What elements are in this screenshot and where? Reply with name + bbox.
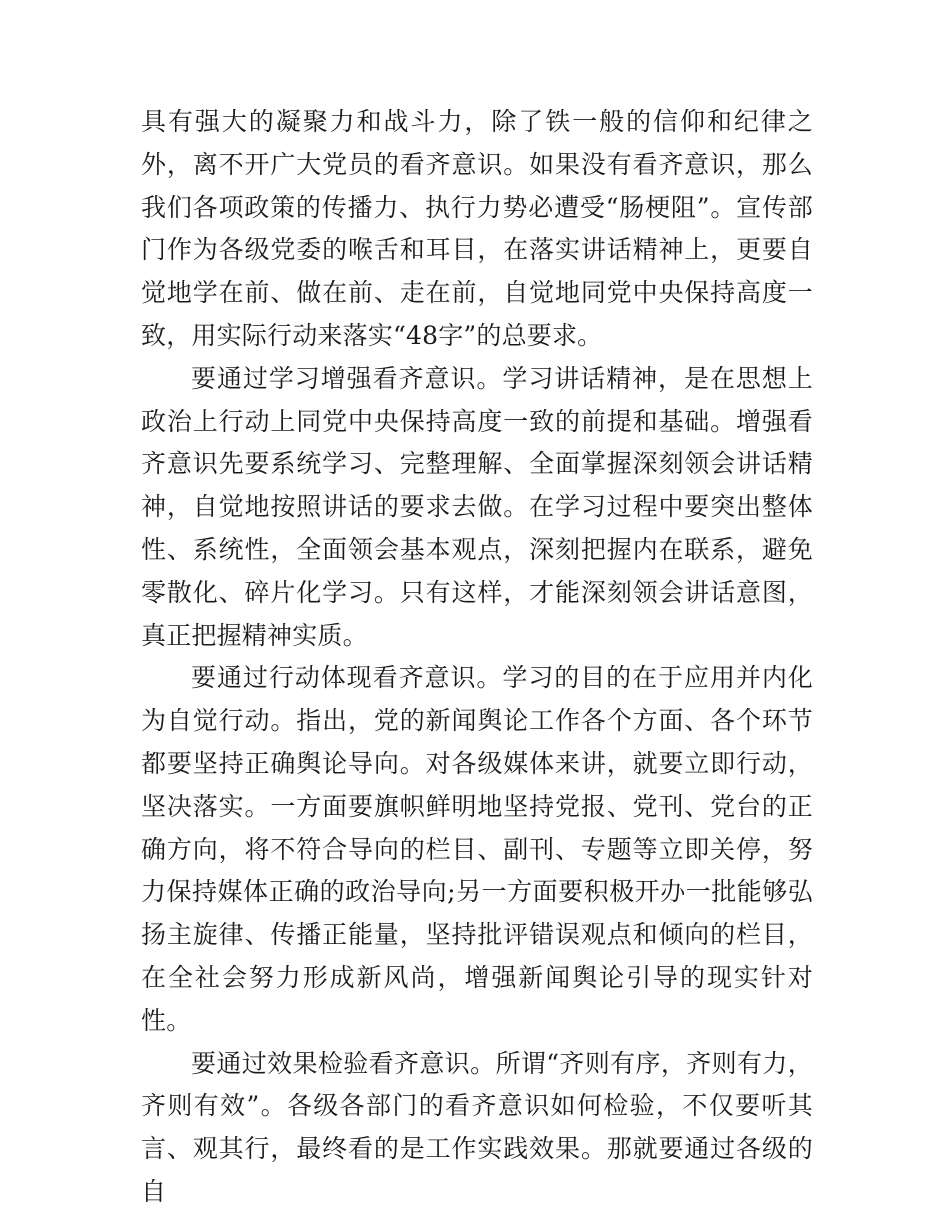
paragraph-3: 要通过行动体现看齐意识。学习的目的在于应用并内化为自觉行动。指出，党的新闻舆论工作各个方面、各个环节都要坚持正确舆论导向。对各级媒体来讲，就要立即行动，坚决落实。一方面要旗帜鲜明地坚持党报、党刊、党台的正确方向，将不符合导向的栏目、副刊、专题等立即关停，努力保持媒体正确的政治导向;另一方面要积极开办一批能够弘扬主旋律、传播正能量，坚持批评错误观点和倾向的栏目，在全社会努力形成新风尚，增强新闻舆论引导的现实针对性。 <box>141 663 813 1035</box>
document-body <box>141 101 813 1214</box>
paragraph-4: 要通过效果检验看齐意识。所谓“齐则有序，齐则有力，齐则有效”。各级各部门的看齐意识如何检验，不仅要听其言、观其行，最终看的是工作实践效果。那就要通过各级的自 <box>141 1048 813 1206</box>
paragraph-2: 要通过学习增强看齐意识。学习讲话精神，是在思想上政治上行动上同党中央保持高度一致的前提和基础。增强看齐意识先要系统学习、完整理解、全面掌握深刻领会讲话精神，自觉地按照讲话的要求去做。在学习过程中要突出整体性、系统性，全面领会基本观点，深刻把握内在联系，避免零散化、碎片化学习。只有这样，才能深刻领会讲话意图，真正把握精神实质。 <box>141 363 813 650</box>
paragraph-1: 具有强大的凝聚力和战斗力，除了铁一般的信仰和纪律之外，离不开广大党员的看齐意识。如果没有看齐意识，那么我们各项政策的传播力、执行力势必遭受“肠梗阻”。宣传部门作为各级党委的喉舌和耳目，在落实讲话精神上，更要自觉地学在前、做在前、走在前，自觉地同党中央保持高度一致，用实际行动来落实“48字”的总要求。 <box>141 107 813 350</box>
